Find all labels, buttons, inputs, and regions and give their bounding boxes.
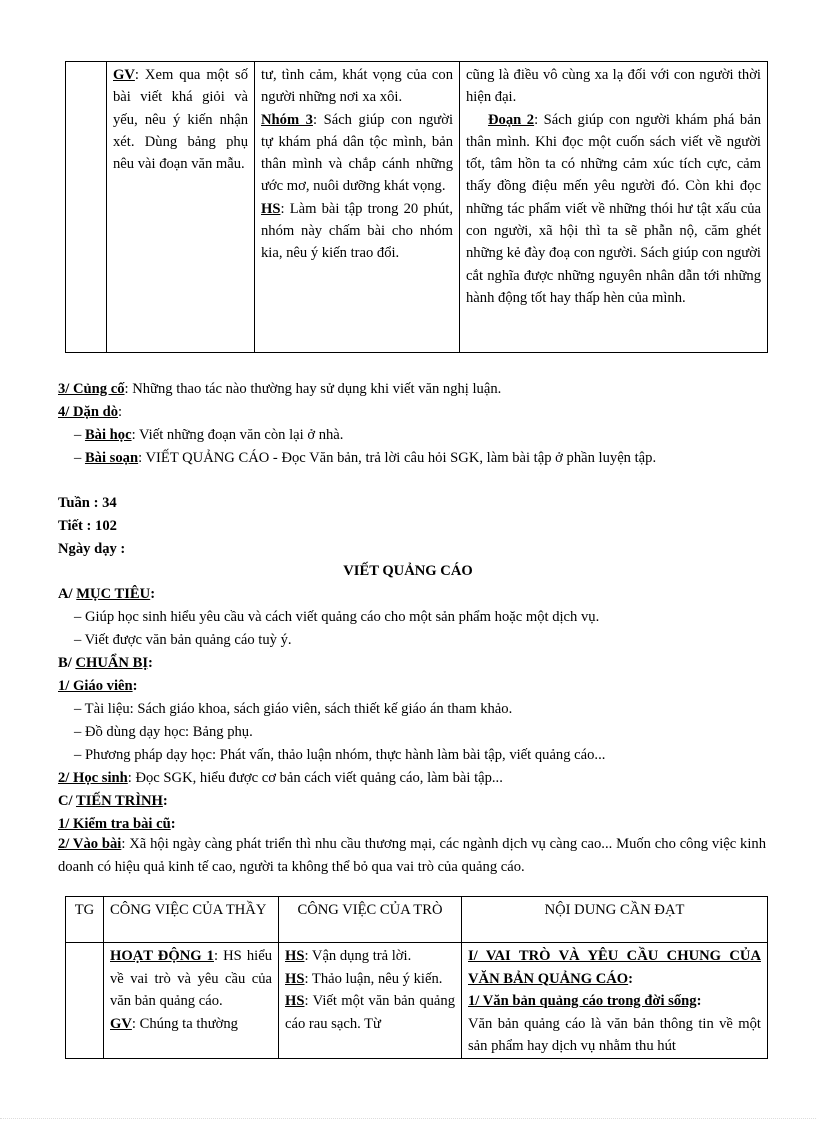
giaovien-item-1: – Tài liệu: Sách giáo khoa, sách giáo viên, sách thiết kế giáo án tham khảo. [74, 701, 513, 717]
hs-text: : Vận dụng trả lời. [304, 948, 412, 964]
student-work-cell [279, 943, 462, 1059]
content-cell [460, 62, 768, 353]
giaovien-item-3: – Phương pháp dạy học: Phát vấn, thảo luận nhóm, thực hành làm bài tập, viết quảng cáo... [74, 747, 606, 763]
colon: : [170, 816, 176, 832]
time-cell [66, 62, 107, 353]
col3-intro: tư, tình cảm, khát vọng của con người những nơi xa xôi. [261, 67, 453, 106]
ngay-day-label: Ngày dạy : [58, 541, 126, 557]
gv-text: : Chúng ta thường [131, 1015, 238, 1032]
gv-label: GV [113, 67, 135, 83]
section-prefix: C/ [58, 793, 76, 809]
activity-label: HOẠT ĐỘNG 1 [110, 948, 214, 964]
table-row [66, 943, 768, 1059]
muctieu-item-2: – Viết được văn bản quảng cáo tuỳ ý. [74, 632, 292, 648]
time-cell [66, 943, 104, 1059]
muctieu-label: MỤC TIÊU [76, 586, 151, 602]
cungco-line [58, 379, 501, 399]
giaovien-label: 1/ Giáo viên [58, 678, 133, 694]
bullet: – [74, 427, 82, 443]
paragraph-text: : Sách giúp con người khám phá bản thân mình. Khi đọc một cuốn sách viết về người tốt, tâm hồn ta có những cảm xúc tích cực, cảm thấy đồng điệu mến yêu người đó. Còn khi đọc những tác phẩm viết về những thói hư tật xấu của con người, xã hội thì ta sẽ phẫn nộ, căm ghét những kẻ đày đoạ con người. Sách giúp con người cắt nghĩa được những nguyên nhân dẫn tới những hành động tốt hay thấp hèn của mình. [466, 111, 761, 306]
tiet-label: Tiết : 102 [58, 518, 117, 534]
kiemtra-heading [58, 814, 176, 834]
muctieu-item-1: – Giúp học sinh hiểu yêu cầu và cách viết quảng cáo cho một sản phẩm hoặc một dịch vụ. [74, 609, 600, 625]
colon: : [148, 655, 153, 671]
hs-text: : Làm bài tập trong 20 phút, nhóm này chấm bài cho nhóm kia, nêu ý kiến trao đổi. [261, 200, 453, 262]
hs-text: : Viết một văn bản quảng cáo rau sạch. Từ [285, 993, 455, 1032]
hs-text: : Thảo luận, nêu ý kiến. [304, 970, 443, 987]
hocsinh-label: 2/ Học sinh [58, 770, 128, 786]
dando-item-label: Bài soạn [84, 450, 139, 466]
header-student: CÔNG VIỆC CỦA TRÒ [279, 897, 462, 943]
hocsinh-text: : Đọc SGK, hiểu được cơ bản cách viết quảng cáo, làm bài tập... [127, 770, 503, 786]
vaobai-text: : Xã hội ngày càng phát triển thì nhu cầu thương mại, các ngành dịch vụ càng cao... Muốn cho công việc kinh doanh có hiệu quả kinh tế cao, người ta không thể bỏ qua vai trò của quảng cáo. [58, 836, 766, 875]
page-divider [0, 1118, 816, 1119]
giaovien-item-2: – Đồ dùng dạy học: Bảng phụ. [74, 724, 253, 740]
gv-label: GV [110, 1015, 132, 1032]
bullet: – [74, 450, 82, 466]
dando-colon: : [118, 404, 123, 420]
muctieu-heading [58, 584, 155, 604]
chuanbi-label: CHUẨN BỊ [75, 655, 149, 671]
hs-label: HS [285, 948, 305, 964]
hs-label: HS [261, 200, 281, 217]
hocsinh-line [58, 768, 503, 788]
table-row [66, 62, 768, 353]
dando-item-label: Bài học [84, 427, 132, 443]
teacher-work-cell [107, 62, 255, 353]
content-heading: I/ VAI TRÒ VÀ YÊU CẦU CHUNG CỦA VĂN BẢN QUẢNG CÁO [468, 948, 761, 987]
cungco-text: : Những thao tác nào thường hay sử dụng khi viết văn nghị luận. [124, 381, 502, 397]
cungco-label: 3/ Củng cố [58, 381, 125, 397]
dando-label: 4/ Dặn dò [58, 404, 119, 420]
dando-item-text: : Viết những đoạn văn còn lại ở nhà. [131, 427, 344, 443]
kiemtra-label: 1/ Kiểm tra bài cũ [58, 816, 171, 832]
lesson-table [65, 896, 768, 1059]
tientrinh-heading [58, 791, 168, 811]
giaovien-heading [58, 676, 137, 696]
teacher-work-cell [104, 943, 279, 1059]
colon: : [162, 793, 168, 809]
dando-item-1 [74, 425, 343, 445]
lesson-table-continued [65, 61, 768, 353]
colon: : [150, 586, 156, 602]
table-header-row [66, 897, 768, 943]
colon: : [132, 678, 138, 694]
section-prefix: B/ [58, 655, 76, 671]
colon: : [628, 970, 634, 987]
page-title: VIẾT QUẢNG CÁO [343, 563, 473, 579]
content-cell [462, 943, 768, 1059]
gv-text: : Xem qua một số bài viết khá giỏi và yếu, nêu ý kiến nhận xét. Dùng bảng phụ nêu vài đoạn văn mẫu. [113, 67, 248, 173]
header-teacher: CÔNG VIỆC CỦA THẦY [104, 897, 279, 943]
student-work-cell [255, 62, 460, 353]
tientrinh-label: TIẾN TRÌNH [75, 793, 163, 809]
section-prefix: A/ [58, 586, 77, 602]
activity-text: : HS hiểu về vai trò và yêu cầu của văn bản quảng cáo. [110, 948, 272, 1009]
tuan-label: Tuần : 34 [58, 495, 117, 511]
header-content: NỘI DUNG CẦN ĐẠT [462, 897, 768, 943]
vaobai-label: 2/ Vào bài [58, 836, 122, 852]
colon: : [696, 993, 702, 1009]
paragraph-label: Đoạn 2 [488, 111, 535, 128]
chuanbi-heading [58, 653, 153, 673]
dando-item-2 [74, 448, 656, 468]
group-text: : Sách giúp con người tự khám phá dân tộc mình, bản thân mình và chắp cánh những ước mơ, nuôi dưỡng khát vọng. [261, 111, 453, 195]
hs-label: HS [285, 970, 305, 987]
content-text: Văn bản quảng cáo là văn bản thông tin về một sản phẩm hay dịch vụ nhằm thu hút [468, 1015, 761, 1054]
content-subheading: 1/ Văn bản quảng cáo trong đời sống [468, 993, 697, 1009]
dando-heading [58, 402, 122, 422]
vaobai-paragraph [58, 833, 766, 879]
hs-label: HS [285, 993, 305, 1009]
dando-item-text: : VIẾT QUẢNG CÁO - Đọc Văn bản, trả lời câu hỏi SGK, làm bài tập ở phần luyện tập. [138, 450, 657, 466]
header-tg: TG [66, 897, 104, 943]
group-label: Nhóm 3 [261, 111, 313, 128]
col4-intro: cũng là điều vô cùng xa lạ đối với con người thời hiện đại. [466, 67, 761, 106]
